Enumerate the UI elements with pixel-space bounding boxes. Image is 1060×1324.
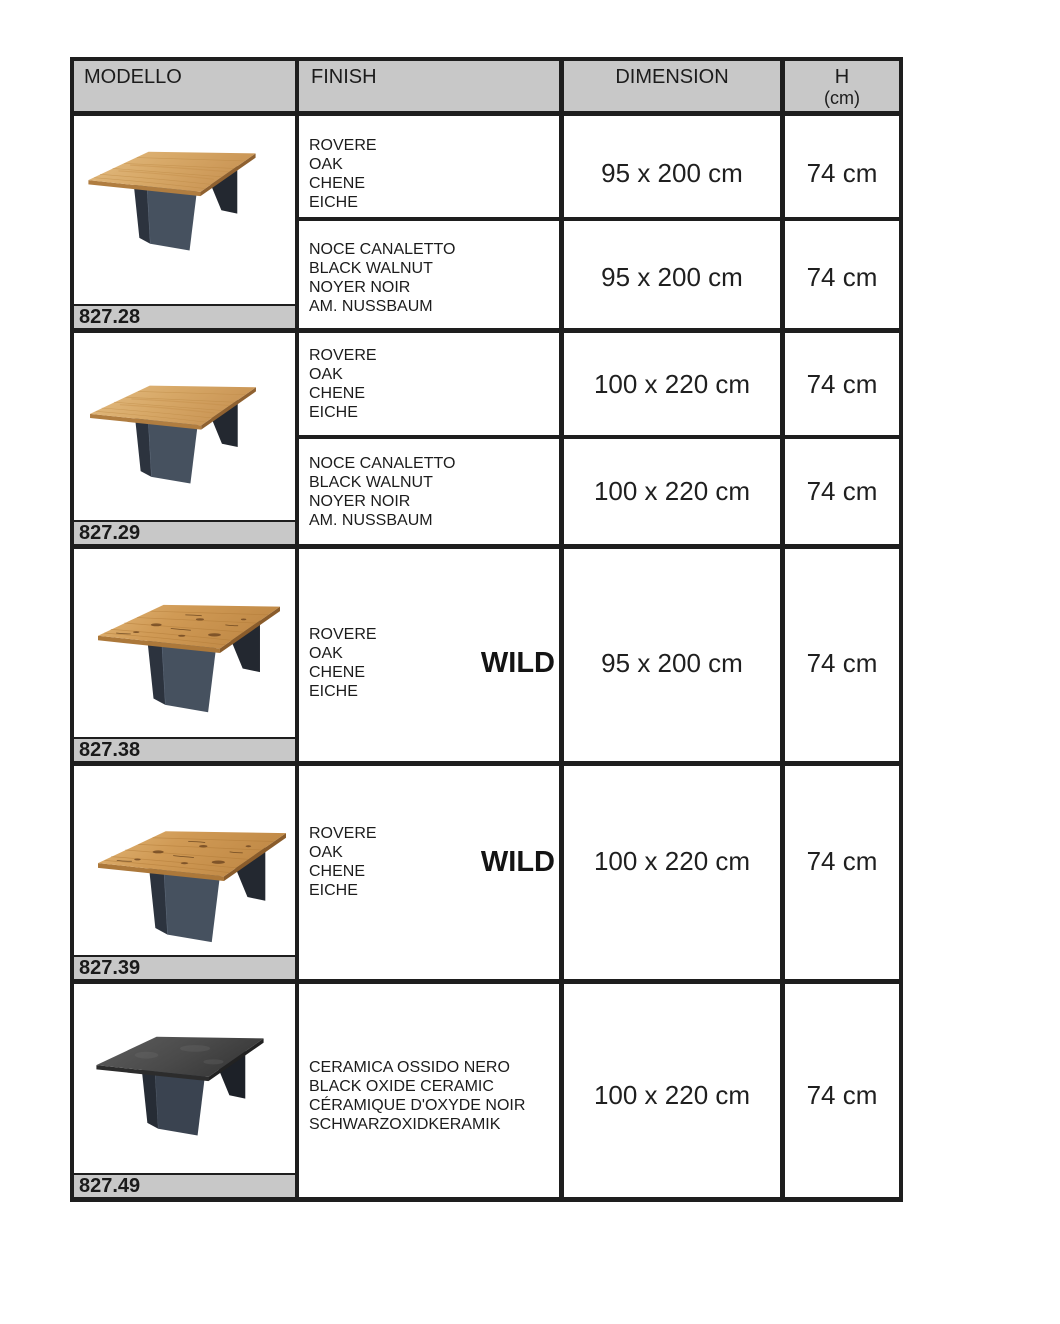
header-height-label: H	[834, 66, 850, 88]
model-code: 827.29	[74, 520, 295, 544]
finish-name-it: ROVERE	[309, 626, 377, 643]
dimension-value: 100 x 220 cm	[593, 368, 751, 399]
finish-name-en: OAK	[309, 843, 343, 861]
header-height	[785, 61, 899, 111]
finish-cell	[299, 116, 559, 217]
model-code: 827.28	[74, 304, 295, 328]
product-spec-table	[70, 57, 903, 1202]
height-cell	[785, 333, 899, 435]
finish-name-fr: NOYER NOIR	[309, 278, 411, 296]
finish-name-de: EICHE	[309, 683, 358, 700]
wild-oak-table-icon	[98, 818, 286, 945]
product-model-cell	[74, 116, 295, 328]
finish-name-it: NOCE CANALETTO	[309, 240, 456, 258]
header-dimension: DIMENSION	[564, 61, 780, 111]
height-value: 74 cm	[806, 476, 878, 506]
finish-name-de: EICHE	[309, 404, 358, 421]
height-value: 74 cm	[806, 846, 878, 876]
finish-names	[309, 136, 377, 212]
finish-cell	[299, 439, 559, 544]
finish-name-en: OAK	[309, 155, 343, 173]
finish-name-it: CERAMICA OSSIDO NERO	[309, 1058, 510, 1076]
finish-name-de: AM. NUSSBAUM	[309, 297, 433, 315]
height-cell	[785, 439, 899, 544]
dimension-cell	[564, 221, 780, 328]
header-finish: FINISH	[299, 61, 559, 111]
finish-name-en: BLACK OXIDE CERAMIC	[309, 1077, 494, 1095]
dimension-cell	[564, 766, 780, 979]
model-code: 827.39	[74, 955, 295, 979]
height-cell	[785, 766, 899, 979]
dimension-value: 95 x 200 cm	[601, 262, 743, 292]
header-height-unit: (cm)	[824, 88, 860, 108]
finish-cell	[299, 766, 559, 979]
finish-names	[309, 240, 455, 316]
finish-name-it: ROVERE	[309, 347, 377, 364]
ceramic-table-icon	[96, 1025, 264, 1138]
finish-cell	[299, 549, 559, 761]
finish-name-de: AM. NUSSBAUM	[309, 511, 433, 529]
finish-name-en: BLACK WALNUT	[309, 473, 433, 491]
product-model-cell	[74, 766, 295, 979]
finish-cell	[299, 333, 559, 435]
finish-name-it: ROVERE	[309, 136, 377, 154]
dimension-value: 100 x 220 cm	[593, 476, 751, 506]
finish-name-fr: CÉRAMIQUE D'OXYDE NOIR	[309, 1096, 526, 1114]
finish-cell	[299, 221, 559, 328]
wild-oak-table-icon	[98, 592, 280, 715]
finish-names	[309, 625, 377, 701]
height-cell	[785, 549, 899, 761]
height-value: 74 cm	[806, 158, 878, 188]
oak-table-icon	[90, 374, 256, 486]
model-code: 827.38	[74, 737, 295, 761]
finish-cell	[299, 984, 559, 1197]
finish-name-it: ROVERE	[309, 824, 377, 842]
dimension-cell	[564, 333, 780, 435]
dimension-cell	[564, 984, 780, 1197]
dimension-value: 100 x 220 cm	[593, 846, 751, 876]
height-cell	[785, 221, 899, 328]
finish-name-fr: CHENE	[309, 174, 366, 192]
oak-table-icon	[88, 140, 256, 253]
height-value: 74 cm	[806, 262, 878, 292]
wild-badge: WILD	[480, 647, 555, 679]
finish-name-fr: CHENE	[309, 664, 366, 681]
finish-name-it: NOCE CANALETTO	[309, 454, 456, 472]
finish-name-en: BLACK WALNUT	[309, 259, 433, 277]
finish-name-fr: NOYER NOIR	[309, 492, 411, 510]
finish-name-en: OAK	[309, 645, 343, 662]
dimension-value: 95 x 200 cm	[601, 158, 743, 188]
model-code: 827.49	[74, 1173, 295, 1197]
dimension-value: 100 x 220 cm	[593, 1080, 751, 1110]
height-value: 74 cm	[806, 1080, 878, 1110]
dimension-value: 95 x 200 cm	[601, 647, 743, 678]
finish-names	[309, 454, 455, 530]
finish-name-fr: CHENE	[309, 862, 366, 880]
dimension-cell	[564, 116, 780, 217]
finish-name-de: EICHE	[309, 881, 358, 899]
wild-badge: WILD	[480, 845, 555, 878]
finish-name-fr: CHENE	[309, 385, 366, 402]
dimension-cell	[564, 549, 780, 761]
dimension-cell	[564, 439, 780, 544]
product-model-cell	[74, 549, 295, 761]
finish-name-en: OAK	[309, 366, 343, 383]
finish-name-de: SCHWARZOXIDKERAMIK	[309, 1115, 501, 1133]
product-model-cell	[74, 984, 295, 1197]
header-modello: MODELLO	[74, 61, 295, 111]
finish-names	[309, 346, 377, 422]
height-value: 74 cm	[806, 368, 878, 399]
product-model-cell	[74, 333, 295, 544]
height-cell	[785, 116, 899, 217]
finish-names	[309, 824, 377, 900]
height-value: 74 cm	[806, 647, 878, 678]
finish-names	[309, 1058, 525, 1134]
height-cell	[785, 984, 899, 1197]
finish-name-de: EICHE	[309, 193, 358, 211]
